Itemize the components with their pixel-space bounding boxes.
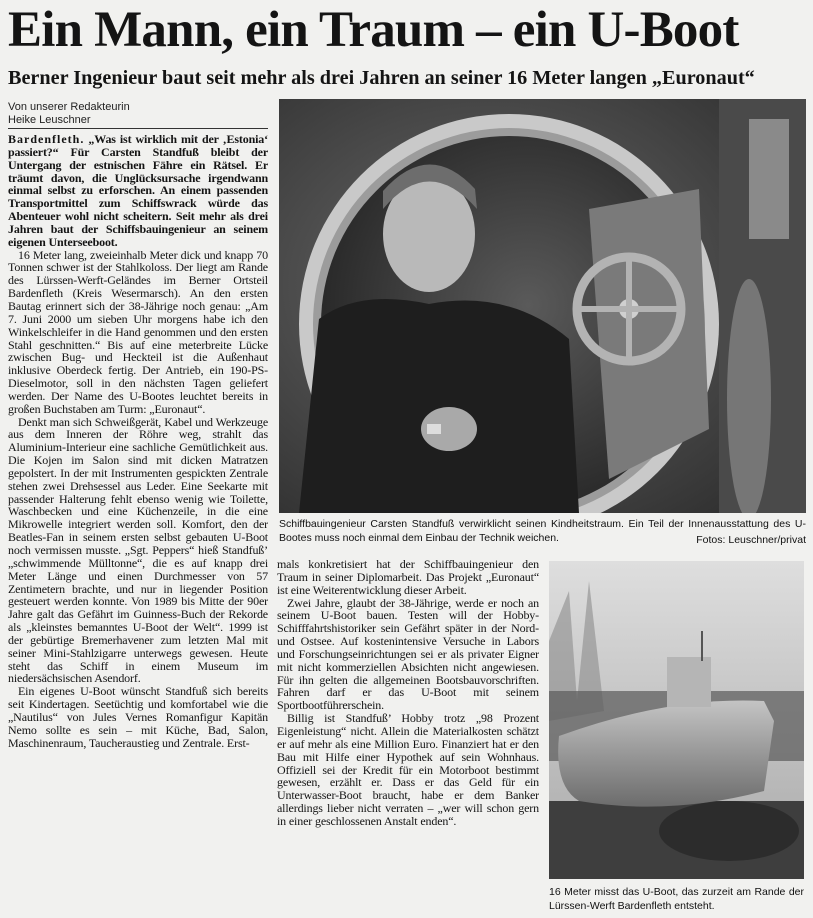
byline-author: Heike Leuschner	[8, 114, 91, 126]
photo-submarine	[549, 561, 804, 879]
photo-engineer-in-hatch	[279, 99, 806, 513]
photo-credit: Fotos: Leuschner/privat	[696, 534, 806, 546]
article-paragraph: Zwei Jahre, glaubt der 38-Jährige, werde er noch an seinem U-Boot bauen. Testen will der Hobby-Schifffahrtshistoriker sein Gefährt später in der Nord- und Ostsee. Auf kostenintensive Versuche in Labors und Forschungseinrichtungen sei er als privater Eigner mit nicht kommerziellen Absichten nicht angewiesen. Für ihn gelten die allgemeinen Bootsbauvorschriften. Fahren darf er das U-Boot mit seinem Sportbootführerschein.	[277, 595, 539, 713]
byline-divider	[8, 128, 268, 129]
lead-text: „Was ist wirklich mit der ‚Estonia‘ passiert?“ Für Carsten Standfuß bleibt der Untergang der estnischen Fähre ein Rätsel. Er träumt davon, die Unglücksursache irgendwann einmal selbst zu erforschen. An einem passenden Transportmittel zum Schiffswrack würde das Abenteuer wohl nicht scheitern. Seit mehr als drei Jahren baut der Schiffsbauingenieur an seinem eigenen Unterseeboot.	[8, 133, 268, 249]
article-subheadline: Berner Ingenieur baut seit mehr als drei Jahren an seiner 16 Meter langen „Euronaut“	[8, 67, 755, 89]
article-column-1	[8, 133, 268, 918]
byline	[8, 101, 268, 127]
article-headline: Ein Mann, ein Traum – ein U-Boot	[8, 2, 739, 58]
article-paragraph: Denkt man sich Schweißgerät, Kabel und Werkzeuge aus dem Inneren der Röhre weg, strahlt das Aluminium-Interieur eine sachliche Gemütlichkeit aus. Die Kojen im Salon sind mit dicken Matratzen gepolstert. In der mit Instrumenten gespickten Zentrale stehen zwei Drehsessel aus Leder. Eine Seekarte mit passender Halterung fehlt ebenso wenig wie Toilette, Waschbecken und eine Küchenzeile, in die eine Mikrowelle integriert werden soll. Komfort, den der Beatles-Fan in seinem ersten selbst gebauten U-Boot noch vermissen musste. „Sgt. Peppers“ hieß Standfuß’ „schwimmende Mülltonne“, die es auf knapp drei Meter Länge und einen Durchmesser von 57 Zentimetern brachte, und nur in liegender Position gesteuert werden konnte. Von 1989 bis Mitte der 90er Jahre galt das Gefährt im Guinness-Buch der Rekorde als „kleinstes bemanntes U-Boot der Welt“. 1999 ist der gebürtige Bremerhavener zum letzten Mal mit seiner Mini-Stahlzigarre unterwegs gewesen. Heute steht das Schiff in einem Museum im niedersächsischen Asendorf.	[8, 414, 268, 686]
photo-submarine-graphic	[549, 561, 804, 879]
photo-1-caption	[279, 517, 806, 547]
article-paragraph: Ein eigenes U-Boot wünscht Standfuß sich bereits seit Kindertagen. Seetüchtig und komfortabel wie die „Nautilus“ von Jules Vernes Romanfigur Kapitän Nemo sollte es sein – mit Küche, Bad, Salon, Maschinenraum, Taucheraustieg und Zentrale. Erst-	[8, 684, 268, 750]
article-paragraph: mals konkretisiert hat der Schiffbauingenieur den Traum in seiner Diplomarbeit. Das Projekt „Euronaut“ ist eine Weiterentwicklung dieser Arbeit.	[277, 558, 539, 597]
article-paragraph: Billig ist Standfuß’ Hobby trotz „98 Prozent Eigenleistung“ nicht. Allein die Materialkosten schätzt er auf mehr als eine Million Euro. Finanziert hat er den Bau mit Hilfe einer Hypothek auf sein Wohnhaus. Offiziell sei der Kredit für ein Motorboot bestimmt gewesen, erzählt er. Dass er das Geld für ein Unterwasser-Boot braucht, habe er dem Banker allerdings lieber nicht verraten – „wer will schon gern in einer geschlossenen Anstalt enden“.	[277, 711, 539, 828]
article-paragraph: 16 Meter lang, zweieinhalb Meter dick und knapp 70 Tonnen schwer ist der Stahlkoloss. Der liegt am Rande des Lürssen-Werft-Geländes im Berner Ortsteil Bardenfleth (Kreis Wesermarsch). An den ersten Bautag erinnert sich der 38-Jährige noch genau: „Am 7. Juni 2000 um sieben Uhr morgens habe ich den Winkelschleifer in die Hand genommen und den ersten Stahl geschnitten.“ Bis auf eine meterbreite Lücke zwischen Bug- und Heckteil ist die Außenhaut inklusive Oberdeck fertig. Der Antrieb, ein 190-PS-Dieselmotor, soll in den nächsten Tagen geliefert werden. Der Name des U-Bootes leuchtet bereits in großen Buchstaben am Turm: „Euronaut“.	[8, 247, 268, 416]
photo-engineer-graphic	[279, 99, 806, 513]
photo-2-caption: 16 Meter misst das U-Boot, das zurzeit am Rande der Lürssen-Werft Bardenfleth entsteht.	[549, 886, 804, 912]
article-lead	[8, 133, 268, 249]
byline-line-1: Von unserer Redakteurin	[8, 101, 130, 113]
dateline: Bardenfleth.	[8, 133, 85, 146]
photo-1-caption-text: Schiffbauingenieur Carsten Standfuß verwirklicht seinen Kindheitstraum. Ein Teil der Innenausstattung des U-Bootes muss noch einmal dem Einbau der Technik weichen.	[279, 518, 806, 544]
article-column-2	[277, 558, 539, 918]
